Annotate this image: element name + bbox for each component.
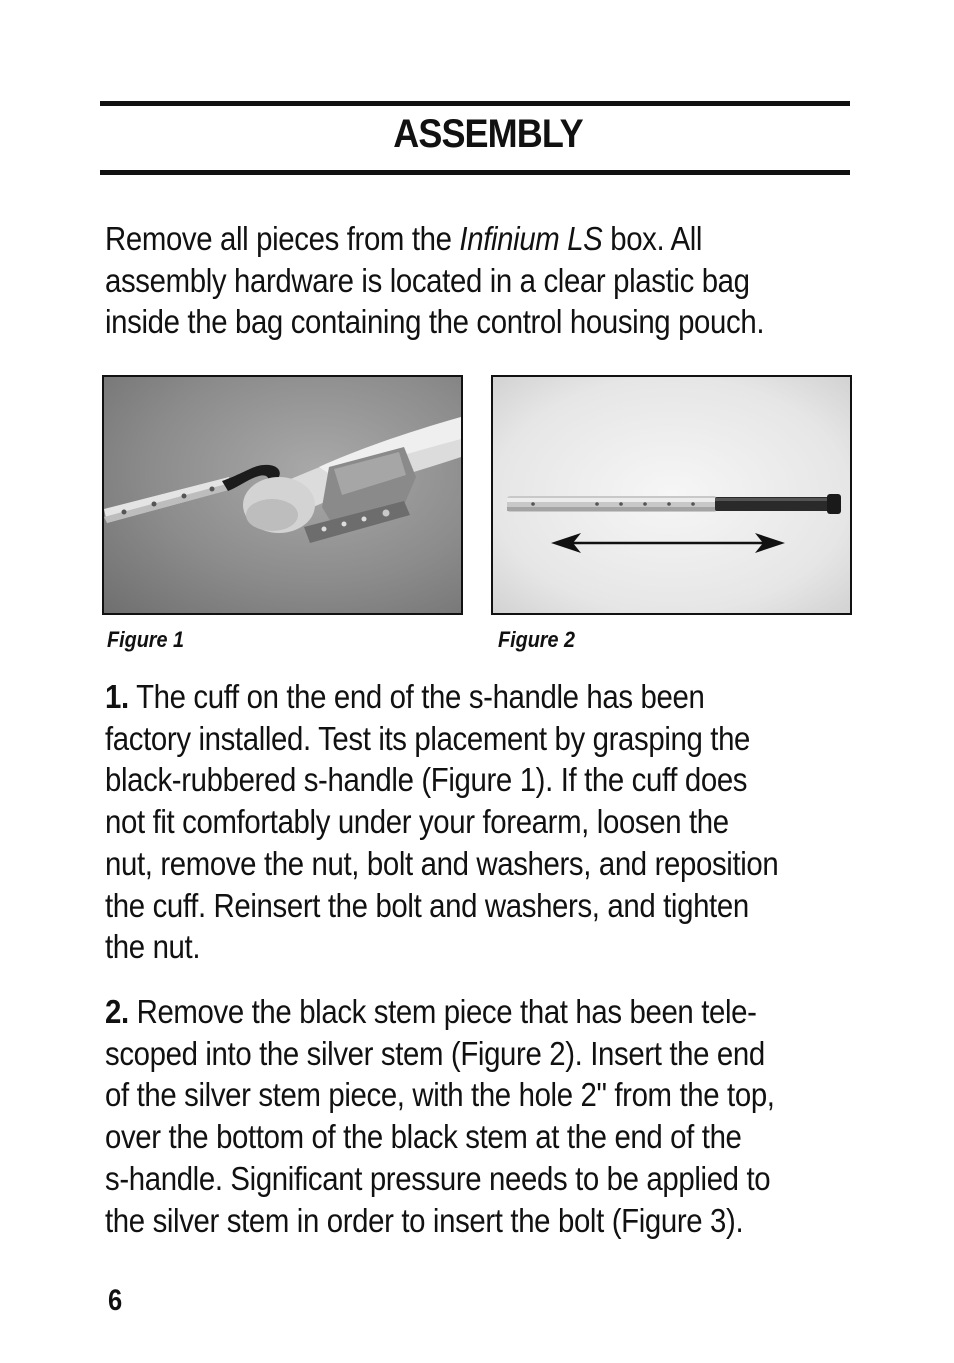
figure-2-caption: Figure 2 xyxy=(498,627,576,652)
step-2-line: the silver stem in order to insert the bolt (Figure 3). xyxy=(105,1201,744,1239)
figure-1-caption: Figure 1 xyxy=(107,627,185,652)
header-rule-bottom xyxy=(100,170,850,175)
step-2-line: of the silver stem piece, with the hole 2" from the top, xyxy=(105,1076,775,1114)
page-number: 6 xyxy=(108,1284,123,1317)
step-2-line: s-handle. Significant pressure needs to be applied to xyxy=(105,1159,771,1197)
header-rule-top xyxy=(100,101,850,106)
product-name: Infinium LS xyxy=(459,220,603,257)
step-2-paragraph xyxy=(105,991,817,1241)
intro-paragraph xyxy=(105,218,817,343)
telescoping-stem-photo xyxy=(493,377,850,613)
step-1-line: black-rubbered s-handle (Figure 1). If the cuff does xyxy=(105,761,748,799)
figure-2-photo xyxy=(491,375,852,615)
step-1-line: not fit comfortably under your forearm, loosen the xyxy=(105,803,729,841)
step-1-line-1: 1. The cuff on the end of the s-handle has been xyxy=(105,678,705,715)
step-2-line-1: 2. Remove the black stem piece that has been tele- xyxy=(105,993,757,1030)
step-1-number: 1. xyxy=(105,678,129,715)
page-title: ASSEMBLY xyxy=(393,112,583,156)
step-1-paragraph xyxy=(105,676,817,968)
step-1-line: the nut. xyxy=(105,928,201,966)
figure-1-photo xyxy=(102,375,463,615)
hand-gripping-s-handle-photo xyxy=(104,377,461,613)
step-1-line: factory installed. Test its placement by grasping the xyxy=(105,719,751,757)
intro-line-3: inside the bag containing the control housing pouch. xyxy=(105,303,765,341)
intro-line-1: Remove all pieces from the Infinium LS box. All xyxy=(105,220,703,257)
step-1-line: the cuff. Reinsert the bolt and washers, and tighten xyxy=(105,886,749,924)
intro-line-2: assembly hardware is located in a clear plastic bag xyxy=(105,261,750,299)
step-2-line: scoped into the silver stem (Figure 2). Insert the end xyxy=(105,1034,765,1072)
step-2-line: over the bottom of the black stem at the end of the xyxy=(105,1118,742,1156)
step-2-number: 2. xyxy=(105,993,129,1030)
step-1-line: nut, remove the nut, bolt and washers, and reposition xyxy=(105,844,779,882)
